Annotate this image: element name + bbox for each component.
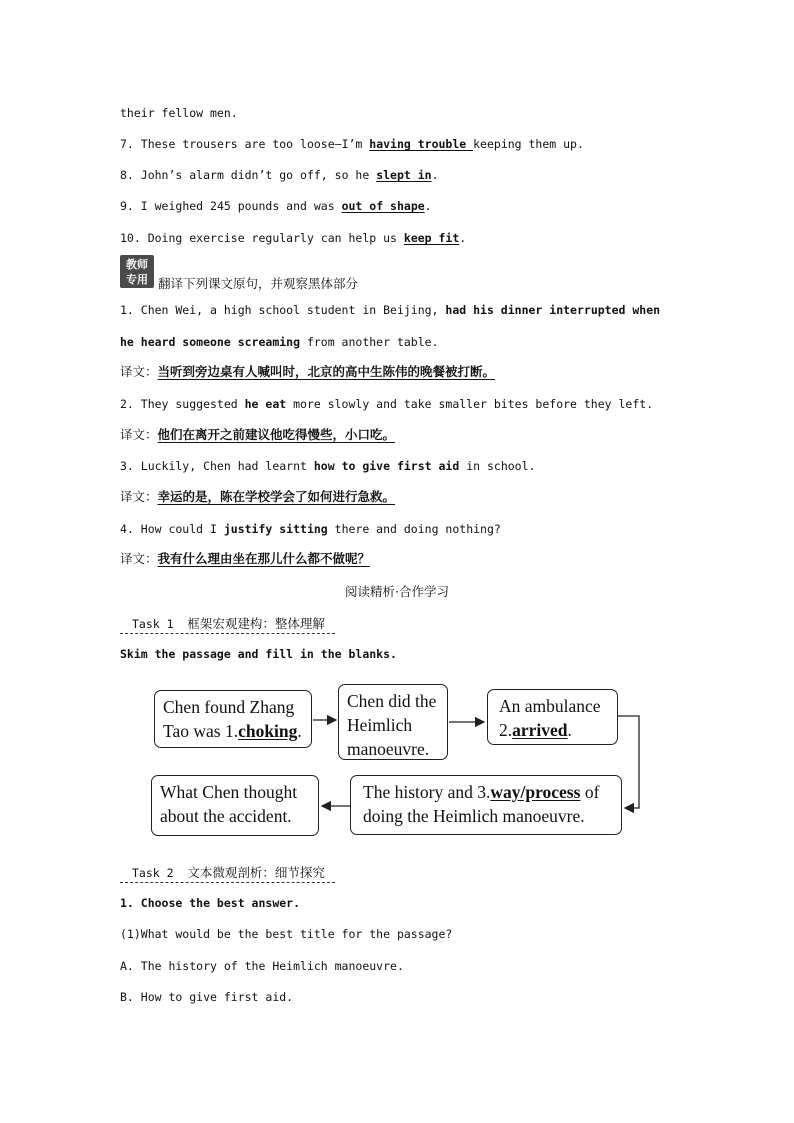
task-2-heading: Task 2 文本微观剖析：细节探究 bbox=[120, 863, 335, 883]
answer-9: out of shape bbox=[341, 199, 425, 213]
flow-box-2: Chen did the Heimlich manoeuvre. bbox=[338, 684, 448, 760]
flow-answer-1: choking bbox=[238, 721, 298, 741]
flow-answer-3: way/process bbox=[490, 782, 581, 802]
option-a: A. The history of the Heimlich manoeuvre. bbox=[120, 959, 404, 973]
flow-box-5: What Chen thought about the accident. bbox=[151, 775, 319, 836]
flow-box-1: Chen found Zhang Tao was 1.choking. bbox=[154, 690, 312, 748]
sentence-8: 8. John’s alarm didn’t go off, so he slept in. bbox=[120, 168, 439, 182]
question-heading: 1. Choose the best answer. bbox=[120, 896, 301, 910]
sentence-6-tail: their fellow men. bbox=[120, 106, 238, 120]
translation-2-en: 2. They suggested he eat more slowly and take smaller bites before they left. bbox=[120, 397, 654, 411]
task-1-heading: Task 1 框架宏观建构：整体理解 bbox=[120, 614, 335, 634]
translation-4-en: 4. How could I justify sitting there and doing nothing? bbox=[120, 522, 501, 536]
flow-answer-2: arrived bbox=[512, 720, 568, 740]
answer-8: slept in bbox=[376, 168, 432, 182]
answer-10: keep fit bbox=[403, 231, 460, 245]
translate-heading: 翻译下列课文原句，并观察黑体部分 bbox=[158, 276, 359, 291]
sentence-9: 9. I weighed 245 pounds and was out of shape. bbox=[120, 199, 432, 213]
flow-box-4: The history and 3.way/process of doing the Heimlich manoeuvre. bbox=[350, 775, 622, 835]
option-b: B. How to give first aid. bbox=[120, 990, 294, 1004]
translation-1-en-line2: he heard someone screaming from another table. bbox=[120, 335, 439, 349]
flow-box-3: An ambulance 2.arrived. bbox=[487, 689, 618, 745]
translation-1-zh: 译文：当听到旁边桌有人喊叫时，北京的高中生陈伟的晚餐被打断。 bbox=[120, 364, 496, 379]
question-1: (1)What would be the best title for the passage? bbox=[120, 927, 453, 941]
sentence-7: 7. These trousers are too loose—I’m having trouble keeping them up. bbox=[120, 137, 584, 151]
answer-7: having trouble bbox=[369, 137, 474, 151]
translation-4-zh: 译文：我有什么理由坐在那儿什么都不做呢？ bbox=[120, 551, 371, 566]
translation-3-en: 3. Luckily, Chen had learnt how to give first aid in school. bbox=[120, 459, 536, 473]
section-title: 阅读精析·合作学习 bbox=[345, 584, 449, 599]
translation-1-en-line1: 1. Chen Wei, a high school student in Beijing, had his dinner interrupted when bbox=[120, 303, 661, 317]
task-1-instruction: Skim the passage and fill in the blanks. bbox=[120, 647, 397, 661]
sentence-10: 10. Doing exercise regularly can help us keep fit. bbox=[120, 231, 467, 245]
translation-2-zh: 译文：他们在离开之前建议他吃得慢些，小口吃。 bbox=[120, 427, 396, 442]
translation-3-zh: 译文：幸运的是，陈在学校学会了如何进行急救。 bbox=[120, 489, 396, 504]
teacher-only-badge: 教师 专用 bbox=[120, 255, 154, 288]
